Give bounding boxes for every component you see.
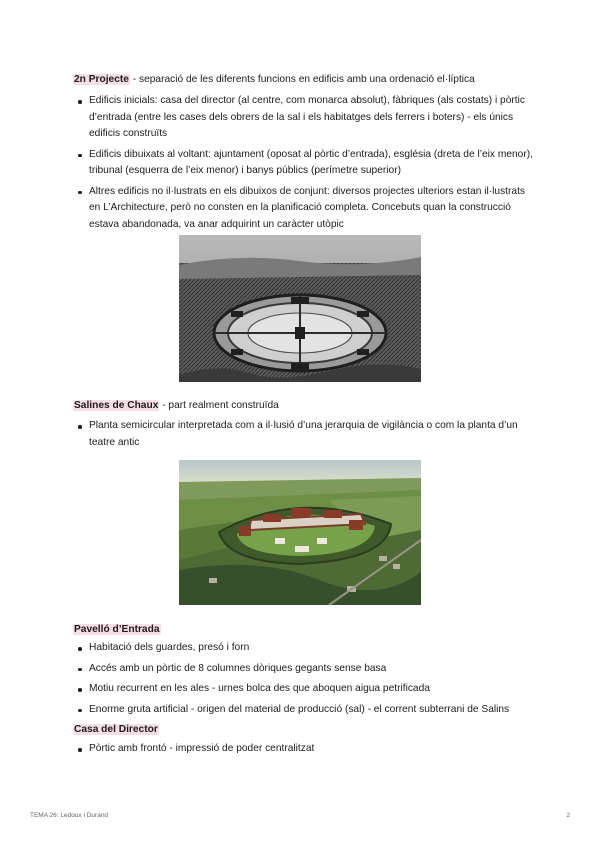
list-item: Accés amb un pòrtic de 8 columnes dòriques gegants sense basa [73,661,533,678]
list-item: Motiu recurrent en les ales - urnes bolca des que aboquen aigua petrificada [73,681,533,698]
list-item: Pòrtic amb frontó - impressió de poder centralitzat [73,741,533,758]
section-salines-list [73,418,533,455]
page-number: 2 [566,812,570,819]
section-title: 2n Projecte [74,74,129,85]
section-intro: - separació de les diferents funcions en edificis amb una ordenació el·líptica [129,74,475,85]
section-pavello-heading [73,622,161,638]
section-title: Casa del Director [74,724,158,735]
section-2n-projecte-heading [73,72,475,88]
ideal-city-engraving-image [179,235,421,382]
list-item: Habitació dels guardes, presó i forn [73,640,533,657]
list-item: Altres edificis no il·lustrats en els dibuixos de conjunt: diversos projectes ulteriors estan il·lustrats en L’Architecture, però no consten en la planificació completa. Concebuts quan la construcció estava abandonada, va anar adquirint un caràcter utòpic [73,184,533,234]
section-title: Salines de Chaux [74,400,159,411]
section-title: Pavelló d’Entrada [74,624,160,635]
section-2n-projecte-list [73,93,533,237]
section-casa-director-list [73,741,533,762]
salines-aerial-photo [179,460,421,605]
section-casa-director-heading [73,722,159,738]
section-pavello-list [73,640,533,722]
footer-title: TEMA 26: Ledoux i Durand [30,812,109,819]
section-salines-heading [73,398,279,414]
list-item: Enorme gruta artificial - origen del material de producció (sal) - el corrent subterrani de Salins [73,702,533,719]
list-item: Edificis dibuixats al voltant: ajuntament (oposat al pòrtic d’entrada), església (dreta de l’eix menor), tribunal (esquerra de l’eix menor) i banys públics (perímetre superior) [73,147,533,180]
list-item: Planta semicircular interpretada com a il·lusió d’una jerarquia de vigilància o com la planta d’un teatre antic [73,418,533,451]
section-intro: - part realment construïda [159,400,279,411]
list-item: Edificis inicials: casa del director (al centre, com monarca absolut), fàbriques (als costats) i pòrtic d’entrada (entre les cases dels obrers de la sal i els habitatges dels ferrers i boters) - els únics edificis construïts [73,93,533,143]
